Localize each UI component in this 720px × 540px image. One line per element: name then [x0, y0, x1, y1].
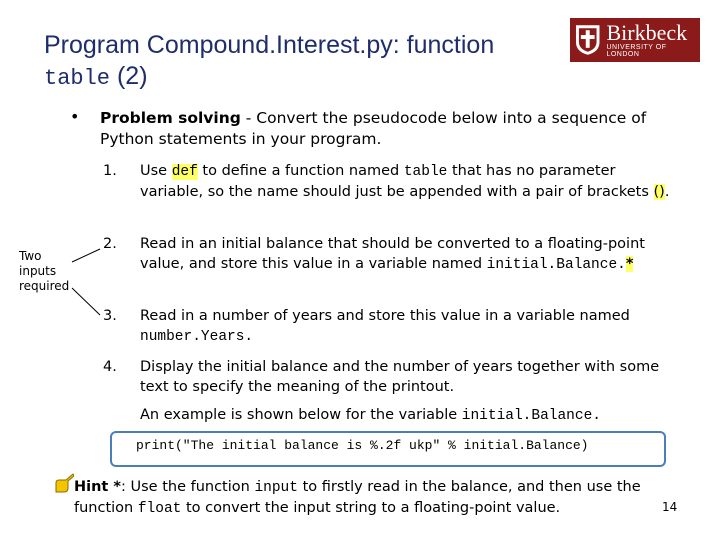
title-line1: Program Compound.Interest.py: function [44, 31, 495, 59]
example-text: An example is shown below for the variable initial.Balance. [140, 407, 601, 424]
asterisk-marker: * [625, 255, 634, 272]
code-float: float [137, 501, 182, 517]
hint-text: Hint *: Use the function input to firstly read in the balance, and then use the function float to convert the input string to a floating-point value. [74, 479, 641, 517]
hint-label: Hint * [74, 479, 121, 495]
bullet-label: Problem solving [100, 109, 241, 127]
code-number-years: number.Years. [140, 328, 254, 345]
item-1-text: Use def to define a function named table that has no parameter variable, so the name should just be appended with a pair of brackets (). [140, 163, 670, 200]
item-number: 2. [103, 236, 117, 252]
title-suffix: (2) [110, 62, 148, 90]
code-brackets: () [653, 183, 665, 200]
item-number: 3. [103, 308, 117, 324]
code-line: print("The initial balance is %.2f ukp" % initial.Balance) [136, 438, 589, 453]
side-label: Two inputs required [19, 249, 70, 293]
bullet-dot: • [70, 107, 80, 126]
pointing-hand-icon [54, 472, 74, 494]
code-table: table [403, 164, 448, 180]
item-3-text: Read in a number of years and store this value in a variable named number.Years. [140, 308, 630, 345]
page-number: 14 [662, 500, 678, 514]
bullet-text: Problem solving - Convert the pseudocode below into a sequence of Python statements in your program. [100, 109, 647, 148]
code-def: def [171, 164, 198, 180]
logo-subtitle: UNIVERSITY OF LONDON [606, 44, 667, 58]
title-code: table [44, 66, 111, 91]
code-initial-balance: initial.Balance. [486, 256, 626, 273]
item-4-text: Display the initial balance and the number of years together with some text to specify the meaning of the printout. [140, 359, 660, 395]
item-number: 1. [103, 163, 117, 179]
code-input: input [254, 480, 298, 496]
item-number: 4. [103, 359, 117, 375]
logo-name: Birkbeck [606, 20, 688, 45]
item-2-text: Read in an initial balance that should be converted to a floating-point value, and store this value in a variable named initial.Balance.* [140, 236, 645, 273]
code-initial-balance: initial.Balance. [461, 408, 601, 424]
